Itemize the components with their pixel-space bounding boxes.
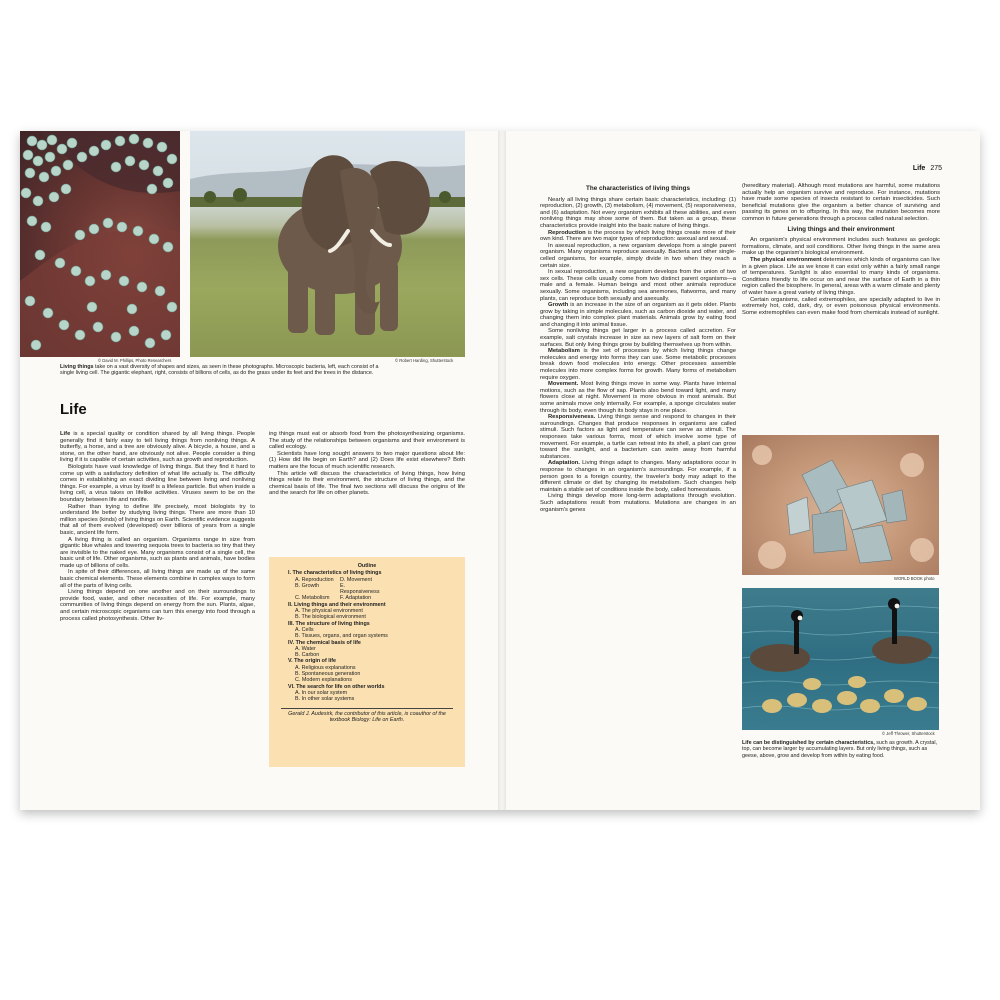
bacteria-illustration <box>20 131 180 357</box>
col3-text: is an increase in the size of an organism as it gets older. Plants grow by taking in simple molecules, such as carbon dioxide and water, and changing them into complex plant materials. Animals grow by eating food and changing it into animal tissue. <box>540 302 736 328</box>
col3-paragraph: In asexual reproduction, a new organism develops from a single parent organism. Many organisms reproduce asexually. Bacteria and other single-celled organisms, for example, simply divide in two when they reach a certain size. <box>540 242 736 269</box>
outline-item: C. Metabolism <box>295 595 330 602</box>
crystal-photo <box>742 435 939 575</box>
elephant-photo <box>190 131 465 357</box>
article-column-3 <box>540 186 736 513</box>
col3-paragraph: Some nonliving things get larger in a process called accretion. For example, salt crystals increase in size as new layers of salt form on their surfaces. But only living things grow by building themselves up from within. <box>540 328 736 348</box>
col4-paragraph: (hereditary material). Although most mutations are harmful, some mutations actually help an organism survive and reproduce. For instance, mutations have made some species of insects resistant to certain insecticides. Such beneficial mutations give the organism a better chance of surviving and passing its genes on to offspring. In this way, the mutation becomes more common in future generations through a process called natural selection. <box>742 183 940 222</box>
outline-section-head: I. The characteristics of living things <box>288 570 382 577</box>
col3-lead: Growth <box>548 302 569 309</box>
outline-item: B. Tissues, organs, and organ systems <box>295 633 388 640</box>
col3-paragraph <box>540 414 736 460</box>
geese-photo <box>742 588 939 730</box>
col1-paragraph <box>60 431 255 464</box>
col3-paragraph <box>540 302 736 328</box>
article-column-1 <box>60 431 255 622</box>
col3-text: is the process by which living things create more of their own kind. There are two major types of reproduction: asexual and sexual. <box>540 229 736 243</box>
elephant-photo-credit: © Robert Harding, Shutterstock <box>395 358 454 363</box>
top-caption-lead: Living things <box>60 364 94 370</box>
outline-item: A. Cells <box>295 626 314 633</box>
crystal-photo-credit: WORLD BOOK photo <box>894 576 935 581</box>
col3-lead: Movement. <box>548 381 579 388</box>
outline-item: E. Responsiveness <box>340 582 380 596</box>
outline-item: F. Adaptation <box>340 595 372 602</box>
col3-lead: Responsiveness. <box>548 414 596 421</box>
col3-paragraph: In sexual reproduction, a new organism develops from the union of two sex cells. These cells usually come from two distinct parent organisms—a male and a female. Human beings and most other animals reproduce sexually. Some organisms, including sea anemones, flatworms, and many plants, can reproduce both sexually and asexually. <box>540 269 736 302</box>
outline-item: B. Growth <box>295 582 319 589</box>
outline-divider <box>281 708 453 709</box>
col3-paragraph <box>540 381 736 414</box>
col4-text: determines which kinds of organisms can live in a given place. Life as we know it can exist only within a fairly small range of temperatures. Sunlight is also essential to many kinds of organisms. Conditions friendly to life occur on and near the surface of Earth in a thin region called the biosphere. In general, areas with a warm climate and plenty of water have a great variety of living things. <box>742 256 940 296</box>
running-head <box>913 165 942 172</box>
outline-title: Outline <box>357 563 377 569</box>
geese-illustration <box>742 588 939 730</box>
col3-lead: Reproduction <box>548 229 586 236</box>
col1-paragraph: Rather than trying to define life precisely, most biologists try to understand life better by studying living things. There are more than 10 million species (kinds) of living things on Earth. Scientific evidence suggests that all of them evolved (developed) over billions of years from a single basic, ancient life form. <box>60 503 255 536</box>
col1-p0-lead: Life <box>60 431 71 437</box>
bottom-caption-text: such as growth. A crystal, top, can become larger by accumulating layers. But only living things, such as geese, above, grow and develop from within by eating food. <box>742 740 938 759</box>
bacteria-photo <box>20 131 180 357</box>
col3-text: Living things adapt to changes. Many adaptations occur in response to changes in an organism's surroundings. For example, if a person goes to a foreign country, the traveler's body may adapt to the different climate or diet by changing its metabolism. Such changes help maintain a stable set of conditions inside the body, called homeostasis. <box>540 460 736 493</box>
bacteria-photo-credit: © David M. Phillips, Photo Researchers <box>98 358 172 363</box>
running-head-section: Life <box>912 165 926 172</box>
outline-item: B. The biological environment <box>295 614 366 621</box>
page-number: 275 <box>930 165 942 172</box>
outline-box <box>269 557 465 767</box>
outline-item: D. Movement <box>340 576 373 583</box>
crystal-illustration <box>742 435 939 575</box>
col3-text: Most living things move in some way. Plants have internal motions, such as the flow of sap. Plants also bend toward light, and many flowers close at night. Movement is more obvious in most animals. But some animals move only internally. For example, a sponge circulates water through its body, even though its body stays in one place. <box>540 381 736 414</box>
col3-paragraph: Nearly all living things share certain basic characteristics, including: (1) reproduction, (2) growth, (3) metabolism, (4) movement, (5) responsiveness, and (6) adaptation. Not every organism exhibits all these abilities, and even nonliving things may show some of them. But taken as a group, these characteristics provide insight into the basic nature of living things. <box>540 196 736 229</box>
col3-paragraph <box>540 460 736 493</box>
outline-item: B. Carbon <box>295 652 320 659</box>
col3-lead: Metabolism <box>548 348 580 355</box>
col2-paragraph: ing things must eat or absorb food from the photosynthesizing organisms. The study of the relationships between organisms and their environment is called ecology. <box>269 431 465 451</box>
col2-paragraph: Scientists have long sought answers to two major questions about life: (1) How did life begin on Earth? and (2) Does life exist elsewhere? Both matters are the focus of much scientific research. <box>269 450 465 470</box>
outline-item: A. Reproduction <box>295 576 334 583</box>
col1-paragraph: A living thing is called an organism. Organisms range in size from gigantic blue whales and towering sequoia trees to bacteria so tiny that they are invisible to the naked eye. Many organisms consist of a single cell, the basic unit of life. Other organisms, such as plants and animals, have bodies made up of billions of cells. <box>60 536 255 569</box>
outline-item: B. Spontaneous generation <box>295 671 361 678</box>
col4-paragraph: Certain organisms, called extremophiles, are specially adapted to live in extremely hot, cold, dark, dry, or even poisonous physical environments. Some extremophiles can even make food from chemicals instead of sunlight. <box>742 296 940 316</box>
col2-paragraph: This article will discuss the characteristics of living things, how living things relate to their environment, the structure of living things, and the chemical basis of life. The final two sections will discuss the origins of life and the search for life on other planets. <box>269 470 465 497</box>
bottom-caption-lead: Life can be distinguished by certain characteristics, <box>742 740 875 746</box>
book-spread <box>20 131 980 810</box>
outline-item: B. In other solar systems <box>295 696 355 703</box>
outline-item-pair <box>269 583 465 596</box>
article-column-4 <box>742 183 940 316</box>
outline-item: A. Religious explanations <box>295 664 356 671</box>
col4-paragraph <box>742 257 940 297</box>
outline-item: A. Water <box>295 645 316 652</box>
col3-paragraph: Living things develop more long-term adaptations through evolution. Such adaptations result from mutations. Mutations are changes in an organism's genes <box>540 493 736 513</box>
outline-item: A. The physical environment <box>295 608 363 615</box>
geese-photo-credit: © Jeff Thrower, Shutterstock <box>882 731 935 736</box>
col4-lead: The physical environment <box>750 256 822 263</box>
top-photo-caption <box>60 364 380 377</box>
outline-section-head: V. The origin of life <box>288 658 337 665</box>
outline-section-head: IV. The chemical basis of life <box>288 639 361 646</box>
col1-p0-text: is a special quality or condition shared by all living things. People generally find it fairly easy to tell living things from nonliving things. A butterfly, a horse, and a tree are obviously alive. A bicycle, a house, and a stone, on the other hand, are obviously not alive. People consider a thing living if it is capable of certain activities, such as growth and reproduction. <box>60 431 255 464</box>
col3-lead: Adaptation. <box>548 460 580 467</box>
outline-section-head: III. The structure of living things <box>288 620 370 627</box>
outline-item: A. In our solar system <box>295 689 348 696</box>
outline-item: C. Modern explanations <box>295 677 352 684</box>
col1-paragraph: In spite of their differences, all living things are made up of the same basic chemical elements. These elements combine in complex ways to form all of the parts of living cells. <box>60 569 255 589</box>
elephant-illustration <box>190 131 465 357</box>
outline-contributor-note: Gerald J. Audesirk, the contributor of this article, is coauthor of the textbook Biology: Life on Earth. <box>288 711 446 724</box>
section-heading-environment: Living things and their environment <box>787 225 895 233</box>
top-caption-text: take on a vast diversity of shapes and sizes, as seen in these photographs. Microscopic bacteria, left, each consist of a single living cell. The gigantic elephant, right, consists of billions of cells, as do the grass under its feet and the trees in the distance. <box>60 364 379 377</box>
book-gutter <box>498 131 506 810</box>
col3-text: is the set of processes by which living things change molecules and energy into forms they can use. Some metabolic processes break down food molecules into energy. Other processes assemble molecules into more complex forms for growth. Many forms of metabolism require oxygen. <box>540 348 736 381</box>
article-column-2 <box>269 431 465 497</box>
col1-paragraph: Living things depend on one another and on their surroundings to provide food, water, and other necessities of life. For example, many communities of living things depend on energy from the sun. Plants, algae, and certain microscopic organisms can turn this energy into food through a process called photosynthesis. Other liv- <box>60 589 255 622</box>
section-heading-characteristics: The characteristics of living things <box>586 185 690 192</box>
col3-paragraph <box>540 348 736 381</box>
col1-paragraph: Biologists have vast knowledge of living things. But they find it hard to come up with a satisfactory definition of what life actually is. The difficulty comes in establishing an exact dividing line between living and nonliving things. For example, a virus by itself is a lifeless particle. But when inside a living cell, a virus takes on lifelike activities. Viruses seem to be on the boundary between life and nonlife. <box>60 463 255 503</box>
col4-paragraph: An organism's physical environment includes such features as geologic formations, climate, and soil conditions. Other living things in the same area make up the organism's biological environment. <box>742 237 940 257</box>
bottom-photo-caption <box>742 740 940 759</box>
col3-text: Living things sense and respond to changes in their surroundings. Changes that produce responses in organisms are called stimuli. Such factors as light and temperature can serve as stimuli. The responses take various forms, most of which involve some type of movement. For example, a turtle can retreat into its shell, a plant can grow toward the sunlight, and a bacterium can swim away from harmful substances. <box>540 414 736 460</box>
col3-paragraph <box>540 230 736 243</box>
outline-section-head: II. Living things and their environment <box>288 601 386 608</box>
article-title: Life <box>60 401 87 418</box>
outline-section-head: VI. The search for life on other worlds <box>288 683 385 690</box>
